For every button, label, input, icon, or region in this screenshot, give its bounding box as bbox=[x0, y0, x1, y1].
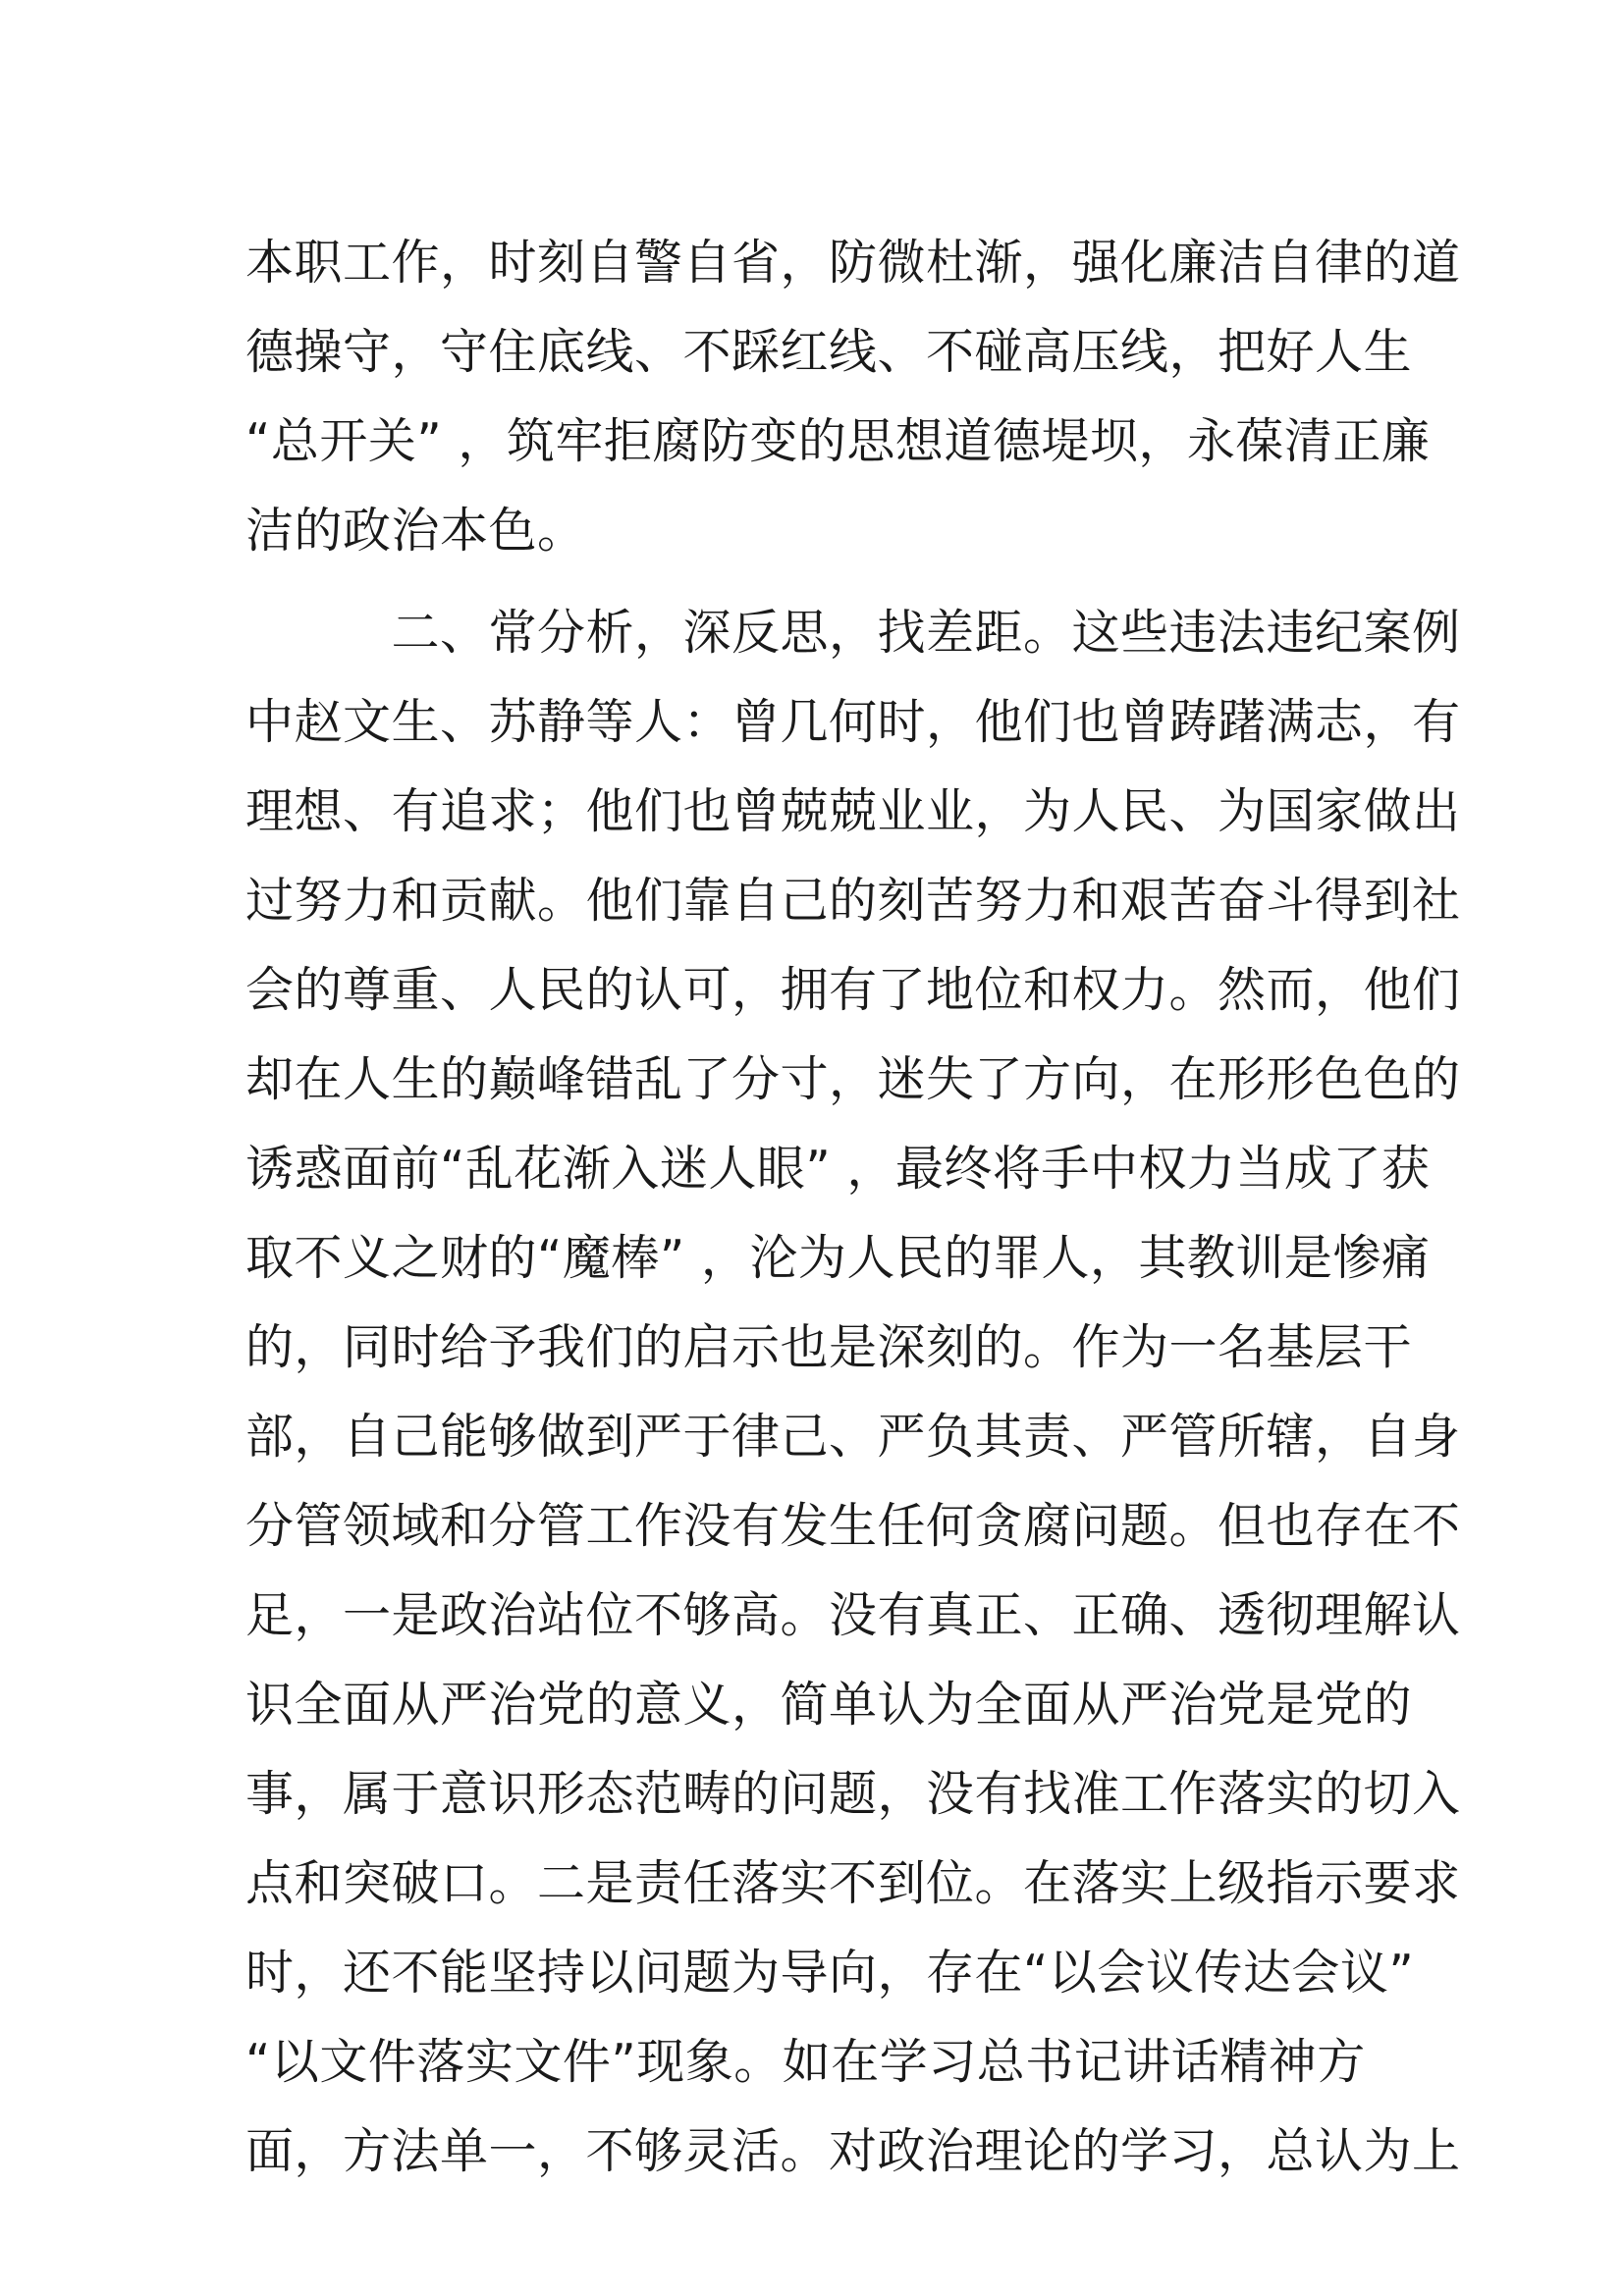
text-line: 部，自己能够做到严于律己、严负其责、严管所辖，自身 bbox=[245, 1409, 1461, 1465]
text-line: 理想、有追求；他们也曾兢兢业业，为人民、为国家做出 bbox=[245, 783, 1461, 839]
text-line: 识全面从严治党的意义，简单认为全面从严治党是党的 bbox=[245, 1677, 1413, 1733]
paragraph-heading-line: 二、常分析，深反思，找差距。这些违法违纪案例 bbox=[245, 605, 1461, 661]
text-line: 面，方法单一，不够灵活。对政治理论的学习，总认为上 bbox=[245, 2123, 1461, 2179]
text-line: 本职工作，时刻自警自省，防微杜渐，强化廉洁自律的道 bbox=[245, 235, 1461, 291]
text-line: 诱惑面前“乱花渐入迷人眼” ，最终将手中权力当成了获 bbox=[245, 1141, 1431, 1197]
text-line: 时，还不能坚持以问题为导向，存在“以会议传达会议” bbox=[245, 1945, 1415, 2001]
text-line: 德操守，守住底线、不踩红线、不碰高压线，把好人生 bbox=[245, 324, 1413, 380]
text-line: 分管领域和分管工作没有发生任何贪腐问题。但也存在不 bbox=[245, 1498, 1461, 1554]
text-line: “以文件落实文件”现象。如在学习总书记讲话精神方 bbox=[245, 2034, 1366, 2090]
text-line: 中赵文生、苏静等人：曾几何时，他们也曾踌躇满志，有 bbox=[245, 694, 1461, 750]
text-line: 过努力和贡献。他们靠自己的刻苦努力和艰苦奋斗得到社 bbox=[245, 873, 1461, 929]
text-line: 事，属于意识形态范畴的问题，没有找准工作落实的切入 bbox=[245, 1766, 1461, 1822]
text-line: 点和突破口。二是责任落实不到位。在落实上级指示要求 bbox=[245, 1855, 1461, 1911]
text-line: 的，同时给予我们的启示也是深刻的。作为一名基层干 bbox=[245, 1319, 1413, 1375]
text-line: 洁的政治本色。 bbox=[245, 503, 586, 559]
text-line: 却在人生的巅峰错乱了分寸，迷失了方向，在形形色色的 bbox=[245, 1051, 1461, 1107]
text-line: 足，一是政治站位不够高。没有真正、正确、透彻理解认 bbox=[245, 1587, 1461, 1643]
body-text bbox=[245, 218, 1461, 2196]
text-line: 取不义之财的“魔棒” ，沦为人民的罪人，其教训是惨痛 bbox=[245, 1230, 1431, 1286]
text-line: “总开关” ，筑牢拒腐防变的思想道德堤坝，永葆清正廉 bbox=[245, 413, 1431, 469]
text-line: 会的尊重、人民的认可，拥有了地位和权力。然而，他们 bbox=[245, 962, 1461, 1018]
